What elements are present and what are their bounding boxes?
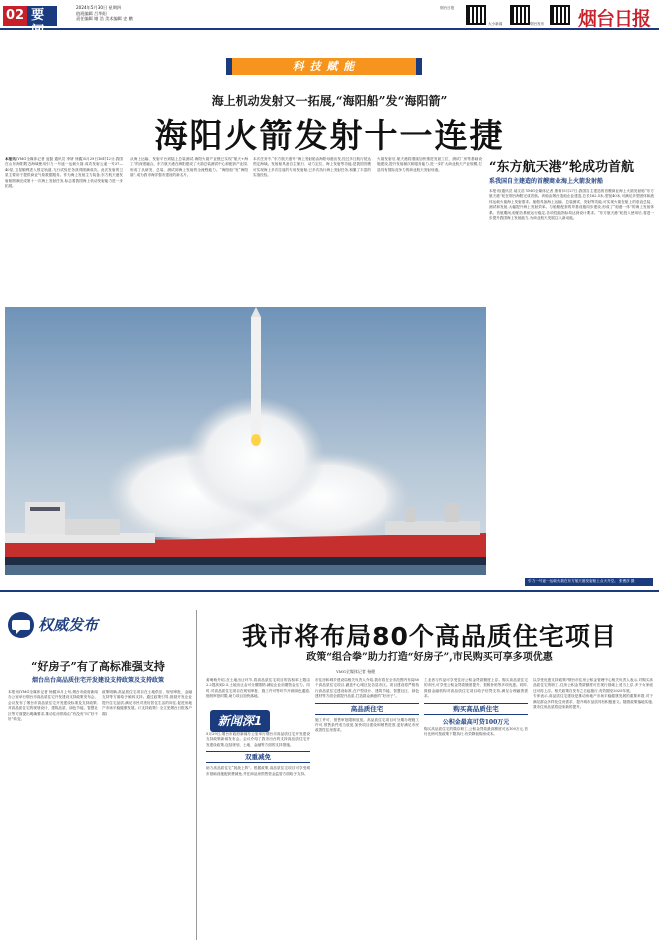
qr-caption: 烟台日报	[440, 6, 455, 10]
issue-date: 2024年5月30日 星期四	[76, 5, 122, 10]
article-text: (YMG全媒体记者 庞磊 通讯员 李妍 徐鑫)5月29日16时12分,我国在山东海阳附近海域使用引力一号遥一运载火箭,成功发射云遥一号37—40星,卫星顺利进入预定轨道,飞行试验任务获得圆满成功。此次发射的卫星主要用于提供商业气象数据服务。作为海上发射主力装备,东方航天港发射船圆满完成第十一次海上发射任务,标志着我国海上机动发射能力进一步拓展。	[5, 157, 123, 189]
responsible-editors: 责任编辑 谢 浩 美术编辑 史 鹏	[76, 16, 133, 22]
article-text: 5月29日,烟台市政府新闻办公室举行烟台市高品质住宅开发建设支持政策新闻发布会。会议介绍了我市出台的支持高品质住宅开发建设政策,包括规划、土地、金融等方面的支持措施。	[206, 732, 310, 747]
sidebar-title: “东方航天港”轮成功首航	[489, 160, 634, 175]
byline: 本报讯	[5, 157, 16, 161]
article-column	[253, 157, 371, 323]
article-column	[424, 678, 528, 940]
article-column: 本报讯(YMG全媒体记者 杨健)5月上旬,烟台市政府新闻办公室举行烟台市高品质住宅开发建设支持政策发布会。会议发布了烟台市高品质住宅开发建设标准及支持政策,对高品质住宅的规划设计、建筑品质、绿色节能、智慧社区等方面提出明确要求,推动住房供给由“有没有”向“好不好”转变。	[8, 690, 98, 722]
section-head: 高品质住宅	[315, 703, 419, 715]
housing-headline: 我市将布局80个高品质住宅项目	[242, 622, 617, 651]
article-text: 火箭发射后,航天港将继续加快推进发射工位、测试厂房等基础设施建设,提升发射频次和服务能力,进一步扩大商业航天产业规模,打造具有国际竞争力的商业航天发射母港。	[377, 157, 482, 172]
section-head: 双重减免	[206, 751, 310, 763]
authority-title: “好房子”有了高标准强支持	[31, 660, 165, 673]
rocket-body	[251, 317, 261, 437]
duty-editor: 值班编辑 吕华阳	[76, 10, 107, 16]
article-column	[533, 678, 653, 940]
page-masthead	[0, 0, 659, 39]
qr-caption: 大小新闻	[488, 22, 503, 26]
article-text: 市住房和城乡建设局相关负责人介绍,我市将在全市范围内布局80个高品质住宅项目,涵盖中心城区及各县市区。项目建设将严格执行高品质住宅建设标准,在户型设计、建筑节能、智慧社区、绿色建材等方面全面提升品质,打造群众满意的“好房子”。	[315, 678, 419, 699]
article-text: 姜萌萌介绍,在土地出让环节,将高品质住宅项目的容积率上限由2.2提高到2.5,土地出让金可分期缴纳,减轻企业前期资金压力。同时,对高品质住宅项目在规划审批、施工许可等环节开辟绿色通道,缩短审批时限,助力项目加快落地。	[206, 678, 310, 699]
authority-label: 权威发布	[38, 616, 99, 634]
chat-bubble-icon	[8, 612, 34, 638]
rocket-launch-photo[interactable]	[5, 307, 486, 575]
article-column	[377, 157, 482, 323]
article-text: 工业者与作品可享受住房公积金贷款额度上浮。购买高品质住宅的市民,可享受公积金贷款额度提升、契税补贴等多项优惠。同时,鼓励金融机构对高品质住宅项目给予信贷支持,满足合理融资需求。	[424, 678, 528, 699]
rocket-launch-illustration	[5, 307, 486, 575]
article-text: 施工许可、预售审批限制放宽。高品质住宅项目可分期办理施工许可,预售条件适当放宽,加快项目建设和销售进度,更好满足市民改善性住房需求。	[315, 717, 419, 733]
column-rule	[196, 610, 197, 940]
article-text: 助力高品质住宅“挑战上阵”。根据政策,高品质住宅项目可享受城市基础设施配套费减免,并在商品房预售资金监管方面给予支持。	[206, 766, 310, 776]
article-column: 政策明确,高品质住宅项目在土地供应、规划审批、金融支持等方面给予倾斜支持。通过政策引导,鼓励开发企业提升住宅品质,满足市民对美好居住生活的向往,促进房地产市场平稳健康发展。(《支持政策》全文见烟台日报客户端)	[102, 690, 192, 716]
top-story-headline: 海阳火箭发射十一连捷	[154, 116, 505, 155]
sidebar-body: 本报讯(通讯员 郝文浩 YMG全媒体记者 康育)5月27日,我国自主建造的首艘商业海上火箭发射船“东方航天港”轮在烟台海阳完成首航。该船由烟台造船企业建造,总长162.5米,型宽40米,可满足多型固体和液体运载火箭海上发射需求。船舶具备海上运输、总装测试、发射等功能,可实现火箭在船上的垂直总装、测试和发射,大幅提升海上发射效率。与船舶配套的岸基设施同步建设,形成了“船港一体”的海上发射体系。首航期间,船舶各系统运行稳定,各项性能指标均达到设计要求。“东方航天港”轮投入使用后,将进一步提升我国海上发射能力,为商业航天发展注入新动能。	[489, 189, 654, 221]
qr-code-icon[interactable]	[550, 5, 570, 25]
page-number: 02	[3, 6, 27, 26]
news-deep-badge: 新闻深1	[210, 710, 270, 732]
date-block	[76, 5, 133, 22]
article-column	[5, 157, 123, 323]
section-head: 购买高品质住宅	[424, 703, 528, 715]
article-text: 专家表示,高品质住宅建设是推动房地产市场平稳健康发展的重要举措,对于满足群众多样化住房需求、提升城市品质具有积极意义。随着政策落地实施,我市住房品质将迎来新的提升。	[533, 694, 653, 710]
sidebar-subhead: 系我国自主建造的首艘商业海上火箭发射船	[489, 178, 604, 185]
qr-caption: 烟台发布	[530, 22, 545, 26]
article-text: 以享受优惠支持政策?烟台市住房公积金管理中心相关负责人表示,对购买高品质住宅的职工,住房公积金贷款额度可在现行基础上适当上浮,多子女家庭还可再上浮。相关政策自发布之日起施行,有效期至2025年底。	[533, 678, 653, 693]
sidebar-story	[489, 160, 654, 422]
article-text: 本次任务中,“东方航天港号”海上发射船由海阳母港出发,经过多日航行抵达预定海域。发射船具备自主航行、动力定位、海上发射等功能,是我国首艘可实现海上多次往返的专用发射船,已多次执行海上发射任务,积累了丰富的实战经验。	[253, 157, 371, 178]
section-divider	[0, 590, 659, 592]
authority-subtitle: 烟台出台高品质住宅开发建设支持政策及支持政策	[31, 677, 164, 684]
newspaper-logo: 烟台日报	[578, 8, 651, 30]
authority-release-banner	[8, 612, 188, 648]
article-column	[130, 157, 248, 323]
top-story-subhead: 海上机动发射又一拓展,“海阳船”发“海阳箭”	[211, 94, 448, 108]
housing-subhead: 政策“组合拳”助力打造“好房子”,市民购买可享多项优惠	[306, 652, 553, 663]
qr-code-icon[interactable]	[510, 5, 530, 25]
section-name: 要闻	[27, 6, 57, 26]
housing-byline: YMG全媒体记者 杨健	[336, 669, 376, 674]
section-subhead: 公积金最高可贷100万元	[442, 718, 510, 726]
article-column	[315, 678, 419, 940]
section-kicker: 科 技 赋 能	[226, 58, 422, 75]
article-text: 从海上运输、发射平台到陆上总装测试,海阳火箭产业链已实现“航天+海工”的深度融合。东方航天港在海阳建成了火箭总装测试中心和配套产业园,形成了从研发、总装、测试到海上发射的全流程能力。“海阳船”发“海阳箭”,成为我市海洋强市建设的新名片。	[130, 157, 248, 178]
page-badge	[3, 6, 57, 39]
photo-caption: 引力一号遥一运载火箭在东方航天港发射船上点火升空。 张俊彦 摄	[525, 578, 653, 586]
qr-code-icon[interactable]	[466, 5, 486, 25]
article-text: 购买高品质住宅的缴存职工,公积金贷款最高额度可达100万元,首付比例可按政策下限执行,有效降低购房成本。	[424, 726, 528, 737]
